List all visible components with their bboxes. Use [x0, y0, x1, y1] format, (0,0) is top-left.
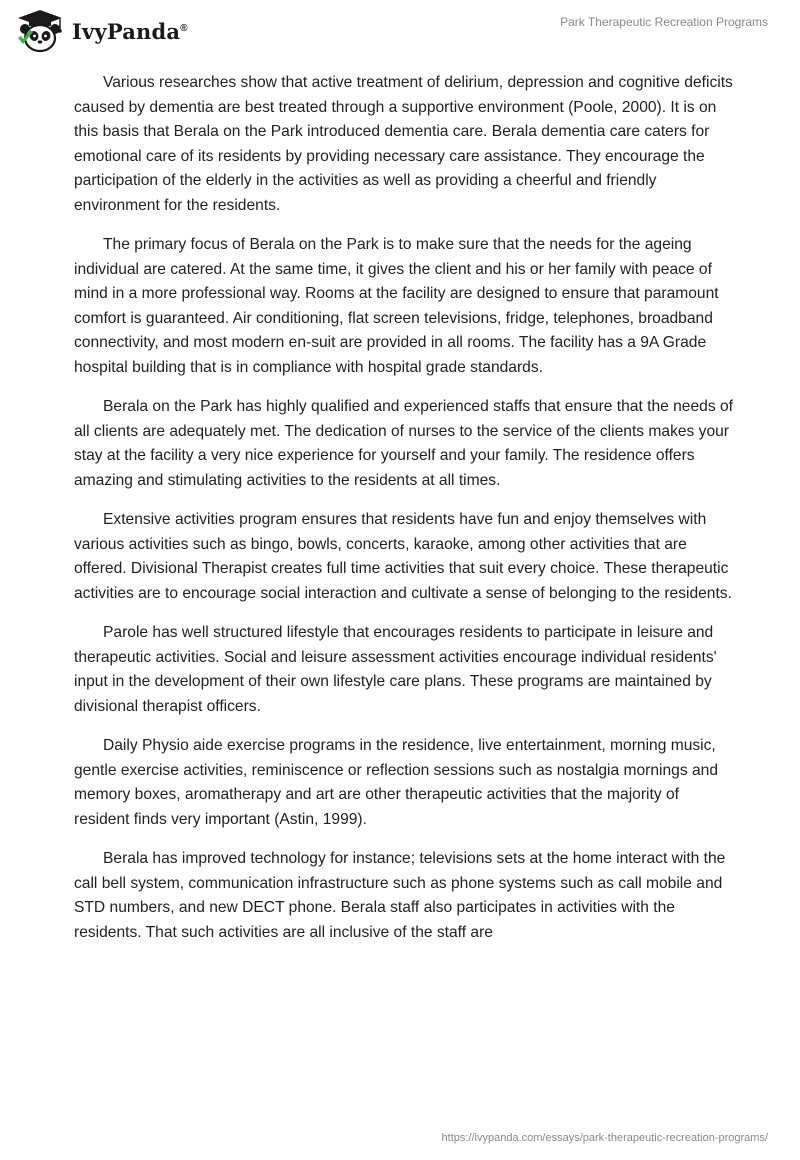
- paragraph-5: Parole has well structured lifestyle that encourages residents to participate in leisure and therapeutic activities. Social and leisure assessment activities encourage individual residents' input in the development of their own lifestyle care plans. These programs are maintained by divisional therapist officers.: [74, 624, 717, 715]
- paragraph-6: Daily Physio aide exercise programs in the residence, live entertainment, morning music, gentle exercise activities, reminiscence or reflection sessions such as nostalgia mornings and memory boxes, aromatherapy and art are other therapeutic activities that the majority of resident finds very important (Astin, 1999).: [74, 737, 718, 828]
- paragraph-2: The primary focus of Berala on the Park is to make sure that the needs for the ageing individual are catered. At the same time, it gives the client and his or her family with peace of mind in a more professional way. Rooms at the facility are designed to ensure that paramount comfort is guaranteed. Air conditioning, flat screen televisions, fridge, telephones, broadband connectivity, and most modern en-suit are provided in all rooms. The facility has a 9A Grade hospital building that is in compliance with hospital grade standards.: [74, 236, 719, 376]
- brand-logo[interactable]: [14, 8, 188, 54]
- paragraph-7: Berala has improved technology for instance; televisions sets at the home interact with the call bell system, communication infrastructure such as phone systems such as call mobile and STD numbers, and new DECT phone. Berala staff also participates in activities with the residents. That such activities are all inclusive of the staff are: [74, 850, 726, 941]
- registered-mark: ®: [180, 22, 188, 34]
- page-header: [0, 0, 800, 60]
- paragraph-3: Berala on the Park has highly qualified and experienced staffs that ensure that the needs of all clients are adequately met. The dedication of nurses to the service of the clients makes your stay at the facility a very nice experience for yourself and your family. The residence offers amazing and stimulating activities to the residents at all times.: [74, 398, 733, 489]
- panda-graduate-icon: [14, 8, 66, 54]
- brand-name: IvyPanda®: [72, 18, 188, 44]
- document-title: Park Therapeutic Recreation Programs: [560, 15, 768, 29]
- essay-body: [74, 71, 734, 960]
- paragraph-4: Extensive activities program ensures that residents have fun and enjoy themselves with various activities such as bingo, bowls, concerts, karaoke, among other activities that are offered. Divisional Therapist creates full time activities that suit every choice. These therapeutic activities are to encourage social interaction and cultivate a sense of belonging to the residents.: [74, 511, 732, 602]
- paragraph-1: Various researches show that active treatment of delirium, depression and cognitive deficits caused by dementia are best treated through a supportive environment (Poole, 2000). It is on this basis that Berala on the Park introduced dementia care. Berala dementia care caters for emotional care of its residents by providing necessary care assistance. They encourage the participation of the elderly in the activities as well as providing a cheerful and friendly environment for the residents.: [74, 74, 733, 214]
- source-url-link[interactable]: https://ivypanda.com/essays/park-therapeutic-recreation-programs/: [441, 1132, 768, 1144]
